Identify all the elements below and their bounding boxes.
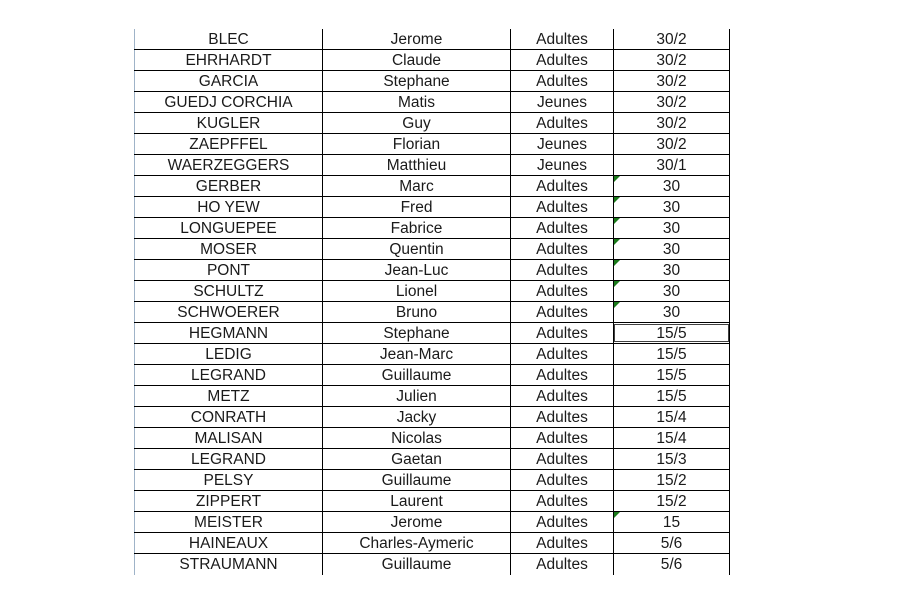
error-indicator-icon [614,302,620,308]
cell-last-name[interactable]: GARCIA [134,71,322,91]
table-row [134,71,730,92]
cell-ranking[interactable] [613,344,730,364]
cell-ranking-value: 30 [662,178,681,195]
cell-ranking-value: 15/5 [656,325,687,342]
cell-first-name[interactable]: Bruno [322,302,510,322]
table-row [134,176,730,197]
cell-last-name[interactable]: GERBER [134,176,322,196]
table-row [134,50,730,71]
cell-first-name[interactable]: Jerome [322,512,510,532]
cell-ranking[interactable] [613,407,730,427]
table-row [134,29,730,50]
cell-ranking-value: 15 [662,514,681,531]
cell-last-name[interactable]: LEGRAND [134,449,322,469]
cell-ranking[interactable] [613,134,730,154]
cell-last-name[interactable]: BLEC [134,29,322,49]
table-row [134,491,730,512]
cell-last-name[interactable]: KUGLER [134,113,322,133]
cell-ranking-value: 15/2 [656,493,687,510]
cell-ranking-value: 15/5 [656,367,687,384]
cell-category[interactable]: Adultes [510,554,613,575]
cell-category[interactable]: Adultes [510,239,613,259]
cell-ranking-value: 15/5 [656,388,687,405]
cell-ranking[interactable] [613,470,730,490]
cell-ranking-value: 30/2 [656,115,687,132]
cell-ranking[interactable] [613,386,730,406]
cell-last-name[interactable]: SCHWOERER [134,302,322,322]
cell-ranking-value: 30 [662,220,681,237]
table-row [134,323,730,344]
cell-last-name[interactable]: LONGUEPEE [134,218,322,238]
cell-last-name[interactable]: PONT [134,260,322,280]
table-row [134,365,730,386]
table-row [134,302,730,323]
table-row [134,428,730,449]
cell-category[interactable]: Adultes [510,470,613,490]
cell-last-name[interactable]: HEGMANN [134,323,322,343]
cell-first-name[interactable]: Nicolas [322,428,510,448]
cell-ranking[interactable] [613,71,730,91]
table-row [134,260,730,281]
cell-category[interactable]: Adultes [510,176,613,196]
cell-ranking[interactable] [613,176,730,196]
cell-ranking[interactable] [613,365,730,385]
cell-category[interactable]: Adultes [510,365,613,385]
cell-last-name[interactable]: PELSY [134,470,322,490]
cell-ranking-value: 5/6 [660,556,683,573]
cell-ranking-value: 30/2 [656,94,687,111]
table-row [134,386,730,407]
cell-ranking[interactable] [613,92,730,112]
cell-category[interactable]: Adultes [510,281,613,301]
cell-ranking[interactable] [613,428,730,448]
cell-ranking[interactable] [613,512,730,532]
cell-ranking-value: 30 [662,241,681,258]
cell-last-name[interactable]: SCHULTZ [134,281,322,301]
cell-last-name[interactable]: HO YEW [134,197,322,217]
error-indicator-icon [614,176,620,182]
cell-ranking-value: 30 [662,283,681,300]
cell-first-name[interactable]: Marc [322,176,510,196]
cell-category[interactable]: Adultes [510,512,613,532]
cell-first-name[interactable]: Julien [322,386,510,406]
cell-first-name[interactable]: Jerome [322,29,510,49]
table-row [134,533,730,554]
cell-last-name[interactable]: METZ [134,386,322,406]
cell-ranking[interactable] [613,260,730,280]
cell-first-name[interactable]: Guy [322,113,510,133]
cell-first-name[interactable]: Jacky [322,407,510,427]
cell-first-name[interactable]: Gaetan [322,449,510,469]
cell-ranking-value: 30/2 [656,136,687,153]
cell-ranking[interactable] [613,50,730,70]
cell-ranking-value: 15/3 [656,451,687,468]
table-row [134,113,730,134]
cell-ranking-value: 15/5 [656,346,687,363]
cell-last-name[interactable]: LEGRAND [134,365,322,385]
cell-ranking[interactable] [613,491,730,511]
cell-first-name[interactable]: Charles-Aymeric [322,533,510,553]
error-indicator-icon [614,239,620,245]
table-row [134,92,730,113]
cell-ranking[interactable] [613,281,730,301]
cell-category[interactable]: Adultes [510,29,613,49]
cell-category[interactable]: Adultes [510,260,613,280]
cell-category[interactable]: Adultes [510,533,613,553]
cell-ranking-value: 15/2 [656,472,687,489]
cell-category[interactable]: Adultes [510,449,613,469]
table-row [134,512,730,533]
cell-last-name[interactable]: MALISAN [134,428,322,448]
cell-category[interactable]: Adultes [510,197,613,217]
cell-first-name[interactable]: Jean-Luc [322,260,510,280]
cell-category[interactable]: Adultes [510,428,613,448]
spreadsheet-grid [134,29,730,575]
cell-category[interactable]: Adultes [510,50,613,70]
cell-first-name[interactable]: Florian [322,134,510,154]
cell-last-name[interactable]: ZIPPERT [134,491,322,511]
cell-last-name[interactable]: MOSER [134,239,322,259]
cell-ranking-value: 30/2 [656,31,687,48]
table-row [134,197,730,218]
cell-first-name[interactable]: Laurent [322,491,510,511]
cell-category[interactable]: Adultes [510,218,613,238]
error-indicator-icon [614,281,620,287]
cell-first-name[interactable]: Quentin [322,239,510,259]
cell-category[interactable]: Adultes [510,71,613,91]
cell-last-name[interactable]: LEDIG [134,344,322,364]
cell-ranking[interactable] [613,218,730,238]
table-row [134,407,730,428]
cell-last-name[interactable]: CONRATH [134,407,322,427]
cell-ranking[interactable] [613,554,730,575]
cell-ranking[interactable] [613,302,730,322]
cell-last-name[interactable]: MEISTER [134,512,322,532]
error-indicator-icon [614,197,620,203]
cell-first-name[interactable]: Lionel [322,281,510,301]
cell-last-name[interactable]: WAERZEGGERS [134,155,322,175]
cell-first-name[interactable]: Guillaume [322,365,510,385]
cell-last-name[interactable]: ZAEPFFEL [134,134,322,154]
cell-ranking[interactable] [613,197,730,217]
table-row [134,449,730,470]
cell-first-name[interactable]: Fabrice [322,218,510,238]
error-indicator-icon [614,218,620,224]
cell-category[interactable]: Adultes [510,113,613,133]
cell-ranking[interactable] [613,449,730,469]
cell-ranking-value: 30/1 [656,157,687,174]
cell-first-name[interactable]: Stephane [322,71,510,91]
cell-ranking-value: 30/2 [656,73,687,90]
cell-first-name[interactable]: Guillaume [322,554,510,575]
cell-ranking[interactable] [613,29,730,49]
cell-last-name[interactable]: HAINEAUX [134,533,322,553]
cell-ranking[interactable] [613,533,730,553]
cell-category[interactable]: Jeunes [510,134,613,154]
cell-ranking[interactable] [613,323,730,343]
table-row [134,344,730,365]
cell-last-name[interactable]: STRAUMANN [134,554,322,575]
cell-category[interactable]: Adultes [510,491,613,511]
table-row [134,218,730,239]
cell-first-name[interactable]: Matthieu [322,155,510,175]
cell-first-name[interactable]: Fred [322,197,510,217]
cell-ranking-value: 30 [662,262,681,279]
cell-first-name[interactable]: Claude [322,50,510,70]
cell-first-name[interactable]: Matis [322,92,510,112]
cell-ranking-value: 30 [662,199,681,216]
cell-ranking[interactable] [613,155,730,175]
error-indicator-icon [614,512,620,518]
player-table [134,29,730,575]
error-indicator-icon [614,260,620,266]
cell-ranking-value: 30 [662,304,681,321]
cell-first-name[interactable]: Jean-Marc [322,344,510,364]
cell-category[interactable]: Adultes [510,344,613,364]
cell-category[interactable]: Adultes [510,323,613,343]
cell-category[interactable]: Adultes [510,302,613,322]
cell-ranking[interactable] [613,113,730,133]
cell-last-name[interactable]: EHRHARDT [134,50,322,70]
cell-ranking-value: 5/6 [660,535,683,552]
cell-ranking[interactable] [613,239,730,259]
cell-first-name[interactable]: Guillaume [322,470,510,490]
cell-ranking-value: 15/4 [656,409,687,426]
cell-category[interactable]: Adultes [510,407,613,427]
table-row [134,470,730,491]
table-row [134,554,730,575]
table-row [134,134,730,155]
table-row [134,239,730,260]
cell-category[interactable]: Jeunes [510,155,613,175]
cell-first-name[interactable]: Stephane [322,323,510,343]
cell-category[interactable]: Adultes [510,386,613,406]
cell-last-name[interactable]: GUEDJ CORCHIA [134,92,322,112]
cell-ranking-value: 15/4 [656,430,687,447]
cell-ranking-value: 30/2 [656,52,687,69]
cell-category[interactable]: Jeunes [510,92,613,112]
table-row [134,155,730,176]
table-row [134,281,730,302]
